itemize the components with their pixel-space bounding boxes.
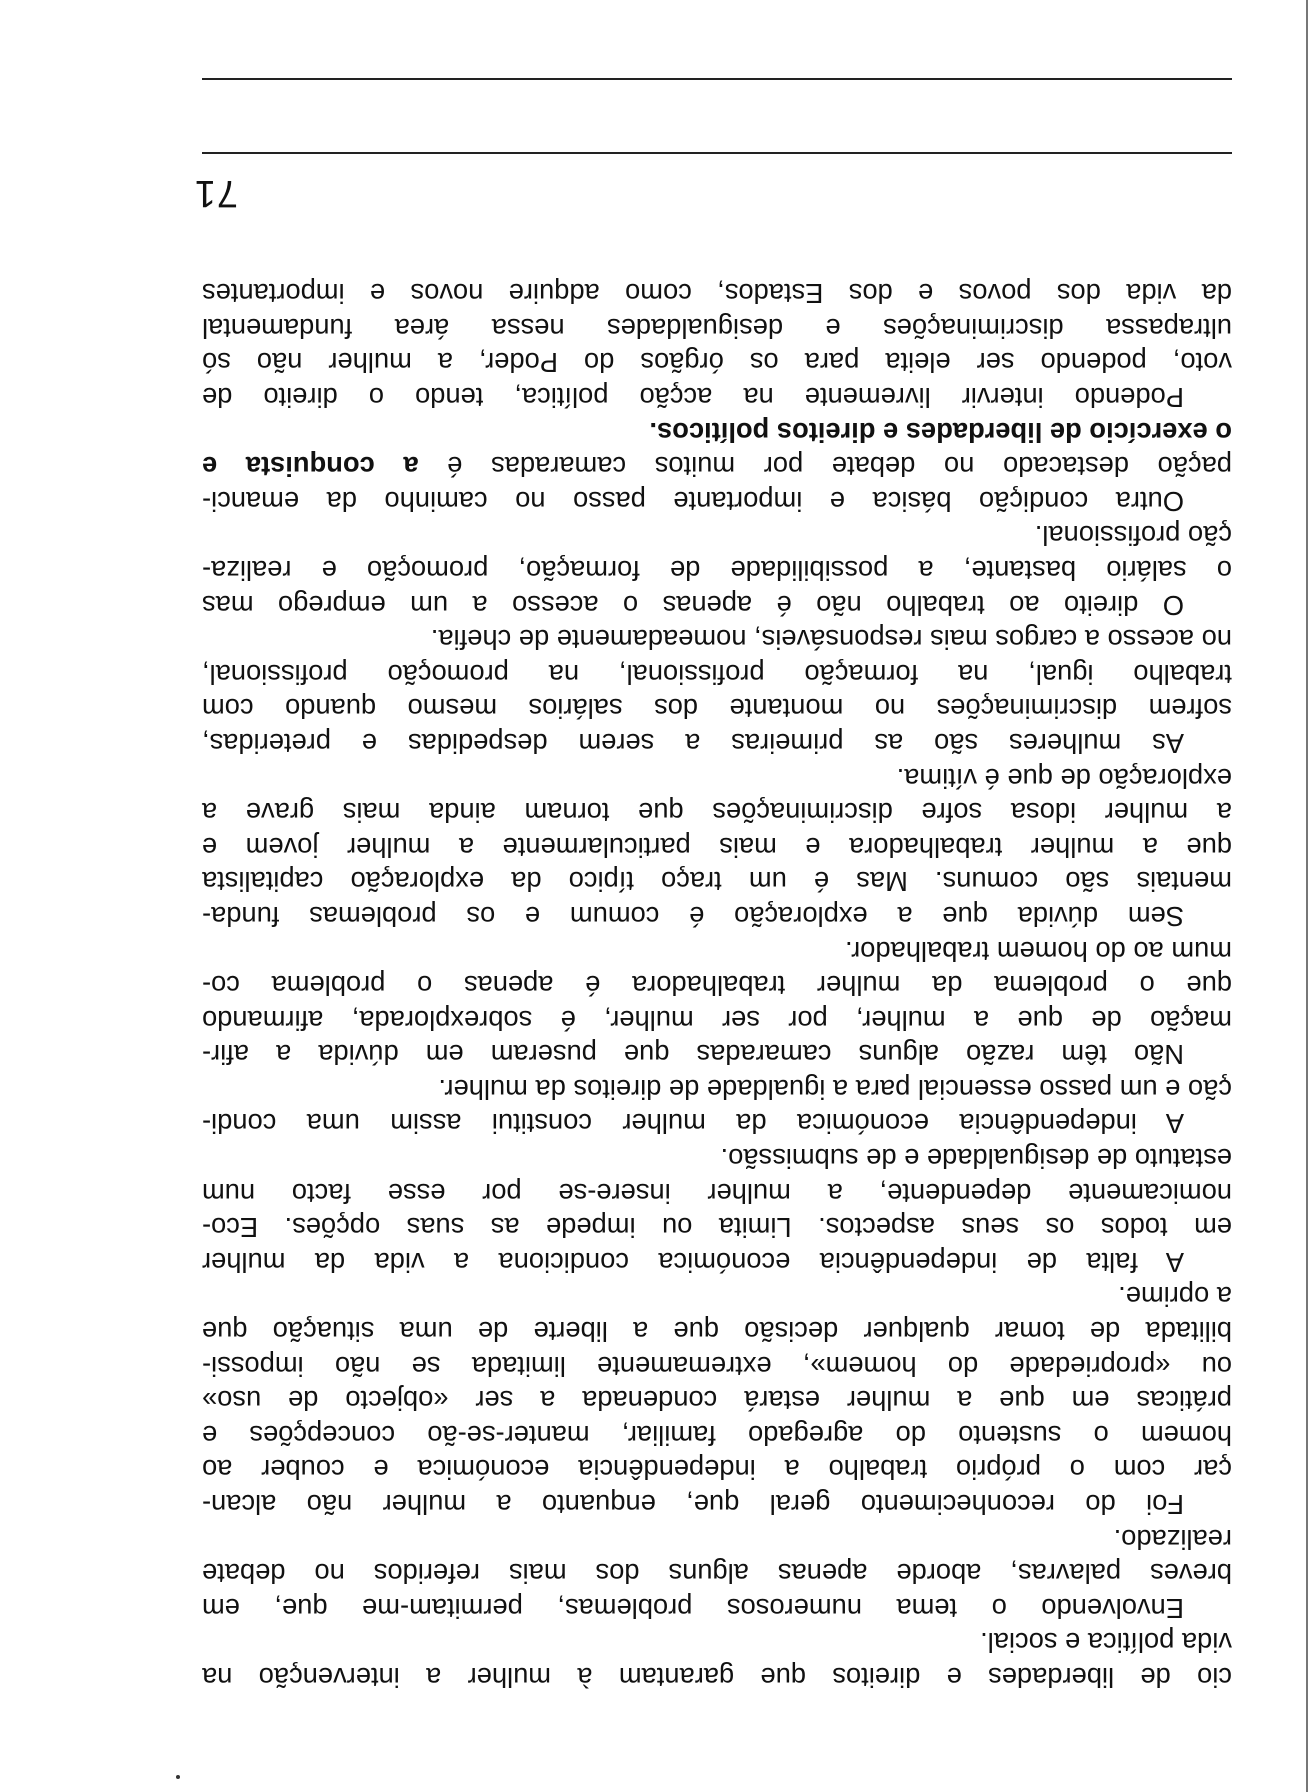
text-line: nomicamente dependente, a mulher insere-se por esse facto num — [202, 1177, 1232, 1209]
text-line: trabalho igual, na formação profissional, na promoção profissional, — [202, 658, 1232, 690]
text-line: ou «propriedade do homem», extremamente limitada se não impossi- — [202, 1350, 1232, 1382]
body-text — [202, 276, 1232, 1694]
text-line: breves palavras, aborde apenas alguns dos mais referidos no debate — [202, 1558, 1232, 1590]
text-line: çar com o próprio trabalho a independência económica e couber ao — [202, 1454, 1232, 1486]
text-line: práticas em que a mulher estará condenada a ser «objecto de uso» — [202, 1385, 1232, 1417]
text-line: As mulheres são as primeiras a serem despedidas e preteridas, — [202, 727, 1184, 759]
text-line: A falta de independência económica condiciona a vida da mulher — [202, 1246, 1184, 1278]
text-line: ultrapassa discriminações e desigualdades nessa área fundamental — [202, 312, 1232, 344]
text-line: homem o sustento do agregado familiar, manter-se-ão concepções e — [202, 1419, 1232, 1451]
text-line: que o problema da mulher trabalhadora é apenas o problema co- — [202, 970, 1232, 1002]
text-line: mentais são comuns. Mas é um traço típico da exploração capitalista — [202, 866, 1232, 898]
text-line: bilitada de tomar qualquer decisão que a liberte de uma situação que — [202, 1316, 1232, 1348]
text-line: O direito ao trabalho não é apenas o acesso a um emprego mas — [202, 589, 1184, 621]
text-line: mação de que a mulher, por ser mulher, é sobrexplorada, afirmando — [202, 1004, 1232, 1036]
text-line: Envolvendo o tema numerosos problemas, permitam-me que, em — [202, 1592, 1184, 1624]
text-line: o exercício de liberdades e direitos políticos. — [649, 416, 1232, 448]
text-line: que a mulher trabalhadora e mais particularmente a mulher jovem e — [202, 831, 1232, 863]
scan-edge-line — [1306, 0, 1308, 1792]
text-line: o salário bastante, a possibilidade de formação, promoção e realiza- — [202, 555, 1232, 586]
text-line: no acesso a cargos mais responsáveis, nomeadamente de chefia. — [430, 624, 1232, 656]
text-line: pação destacado no debate por muitos camaradas é a conquista e — [202, 451, 1232, 483]
page-number: 71 — [193, 172, 238, 214]
text-line: A independência económica da mulher constitui assim uma condi- — [202, 1108, 1184, 1140]
text-line: voto, podendo ser eleita para os órgãos do Poder, a mulher não só — [202, 347, 1232, 379]
text-line: sofrem discriminações no montante dos salários mesmo quando com — [202, 693, 1232, 725]
header-rule — [202, 152, 1232, 154]
text-line: da vida dos povos e dos Estados, como adquire novos e importantes — [202, 278, 1232, 310]
text-line: exploração de que é vítima. — [896, 762, 1232, 794]
scan-speck — [176, 1775, 180, 1779]
text-line: cio de liberdades e direitos que garantam à mulher a intervenção na — [202, 1662, 1232, 1693]
text-line: ção e um passo essencial para a igualdade de direitos da mulher. — [438, 1073, 1232, 1105]
text-line: Outra condição básica e importante passo no caminho da emanci- — [202, 485, 1184, 517]
text-line: Sem dúvida que a exploração é comum e os problemas funda- — [202, 900, 1184, 932]
footer-rule — [202, 78, 1232, 80]
text-line: a mulher idosa sofre discriminações que tornam ainda mais grave a — [202, 797, 1232, 829]
text-line: realizado. — [1113, 1523, 1232, 1555]
text-line: vida política e social. — [980, 1627, 1232, 1659]
text-line: Não têm razão alguns camaradas que puseram em dúvida a afir- — [202, 1039, 1184, 1071]
text-line: Podendo intervir livremente na acção política, tendo o direito de — [202, 382, 1184, 414]
text-line: ção profissional. — [1034, 520, 1232, 552]
text-line: a oprime. — [1118, 1281, 1232, 1313]
text-line: Foi do reconhecimento geral que, enquanto a mulher não alcan- — [202, 1489, 1184, 1521]
text-line: em todos os seus aspectos. Limita ou impede as suas opções. Eco- — [202, 1212, 1232, 1244]
text-line: mum ao do homem trabalhador. — [845, 935, 1232, 967]
text-line: estatuto de desigualdade e de submissão. — [720, 1143, 1232, 1175]
